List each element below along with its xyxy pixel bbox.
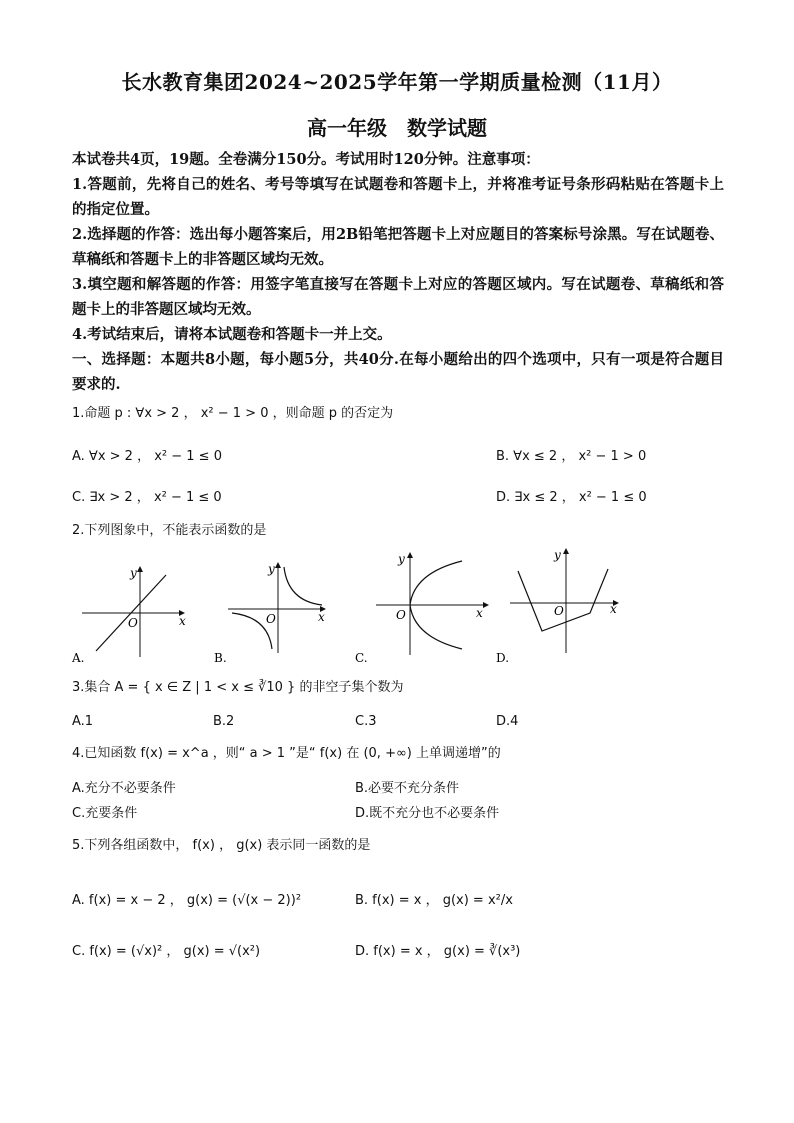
q2-stem: 2.下列图象中，不能表示函数的是: [72, 523, 267, 538]
q5-option-a: A. f(x) = x − 2 ， g(x) = (√(x − 2))²: [72, 893, 302, 908]
q1-option-b: B. ∀x ≤ 2 ， x² − 1 > 0: [496, 449, 647, 464]
q3-option-d: D.4: [496, 714, 519, 729]
graph-d-label: D.: [496, 651, 510, 665]
svg-text:O: O: [128, 616, 138, 630]
svg-text:x: x: [610, 602, 617, 616]
exam-subtitle: 高一年级 数学试题: [307, 116, 487, 140]
q3-option-b: B.2: [213, 714, 235, 729]
graph-b-hyperbola: [214, 562, 325, 665]
notice-item-1: 1.答题前，先将自己的姓名、考号等填写在试题卷和答题卡上，并将准考证号条形码粘贴在答题卡上的指定位置。: [72, 176, 724, 218]
notice-intro: 本试卷共4页，19题。全卷满分150分。考试用时120分钟。注意事项：: [72, 151, 540, 168]
graph-c-label: C.: [355, 651, 368, 665]
q4-stem: 4.已知函数 f(x) = x^a ，则“ a > 1 ”是“ f(x) 在 (0, +∞) 上单调递增”的: [72, 746, 501, 761]
svg-text:O: O: [266, 612, 276, 626]
exam-notice: [72, 147, 724, 397]
q5-option-d: D. f(x) = x ， g(x) = ∛(x³): [355, 944, 521, 959]
q1-option-a: A. ∀x > 2 ， x² − 1 ≤ 0: [72, 449, 222, 464]
q4-option-c: C.充要条件: [72, 806, 138, 821]
q3-option-c: C.3: [355, 714, 377, 729]
q2-graphs: [0, 545, 794, 675]
q3-option-a: A.1: [72, 714, 94, 729]
graph-d-polyline: [496, 548, 618, 665]
svg-text:y: y: [130, 566, 137, 580]
svg-text:x: x: [476, 606, 483, 620]
q5-option-c: C. f(x) = (√x)² ， g(x) = √(x²): [72, 944, 261, 959]
q4-option-d: D.既不充分也不必要条件: [355, 806, 500, 821]
graph-c-parabola: [355, 552, 488, 665]
graph-b-label: B.: [214, 651, 227, 665]
q3-stem: 3.集合 A = { x ∈ Z | 1 < x ≤ ∛10 } 的非空子集个数为: [72, 680, 404, 695]
svg-text:x: x: [318, 610, 325, 624]
notice-item-3: 3.填空题和解答题的作答：用签字笔直接写在答题卡上对应的答题区域内。写在试题卷、草稿纸和答题卡上的非答题区域均无效。: [72, 276, 724, 318]
q1-stem: 1.命题 p : ∀x > 2 ， x² − 1 > 0 ，则命题 p 的否定为: [72, 406, 394, 421]
svg-text:x: x: [179, 614, 186, 628]
q4-option-a: A.充分不必要条件: [72, 781, 176, 796]
notice-item-4: 4.考试结束后，请将本试题卷和答题卡一并上交。: [72, 326, 392, 343]
graph-a-line: [71, 566, 186, 665]
notice-item-2: 2.选择题的作答：选出每小题答案后，用2B铅笔把答题卡上对应题目的答案标号涂黑。写在试题卷、草稿纸和答题卡上的非答题区域均无效。: [72, 226, 724, 268]
svg-text:y: y: [268, 562, 275, 576]
q1-option-d: D. ∃x ≤ 2 ， x² − 1 ≤ 0: [496, 490, 647, 505]
q4-option-b: B.必要不充分条件: [355, 781, 460, 796]
graph-a-label: A.: [72, 651, 85, 665]
svg-text:y: y: [554, 548, 561, 562]
q1-option-c: C. ∃x > 2 ， x² − 1 ≤ 0: [72, 490, 222, 505]
exam-title: 长水教育集团2024~2025学年第一学期质量检测（11月）: [121, 70, 673, 94]
svg-text:y: y: [398, 552, 405, 566]
svg-text:O: O: [396, 608, 406, 622]
q5-stem: 5.下列各组函数中， f(x) ， g(x) 表示同一函数的是: [72, 838, 371, 853]
svg-text:O: O: [554, 604, 564, 618]
section-heading: 一、选择题：本题共8小题，每小题5分，共40分.在每小题给出的四个选项中，只有一项是符合题目要求的.: [72, 351, 724, 393]
q5-option-b: B. f(x) = x ， g(x) = x²/x: [355, 893, 513, 908]
